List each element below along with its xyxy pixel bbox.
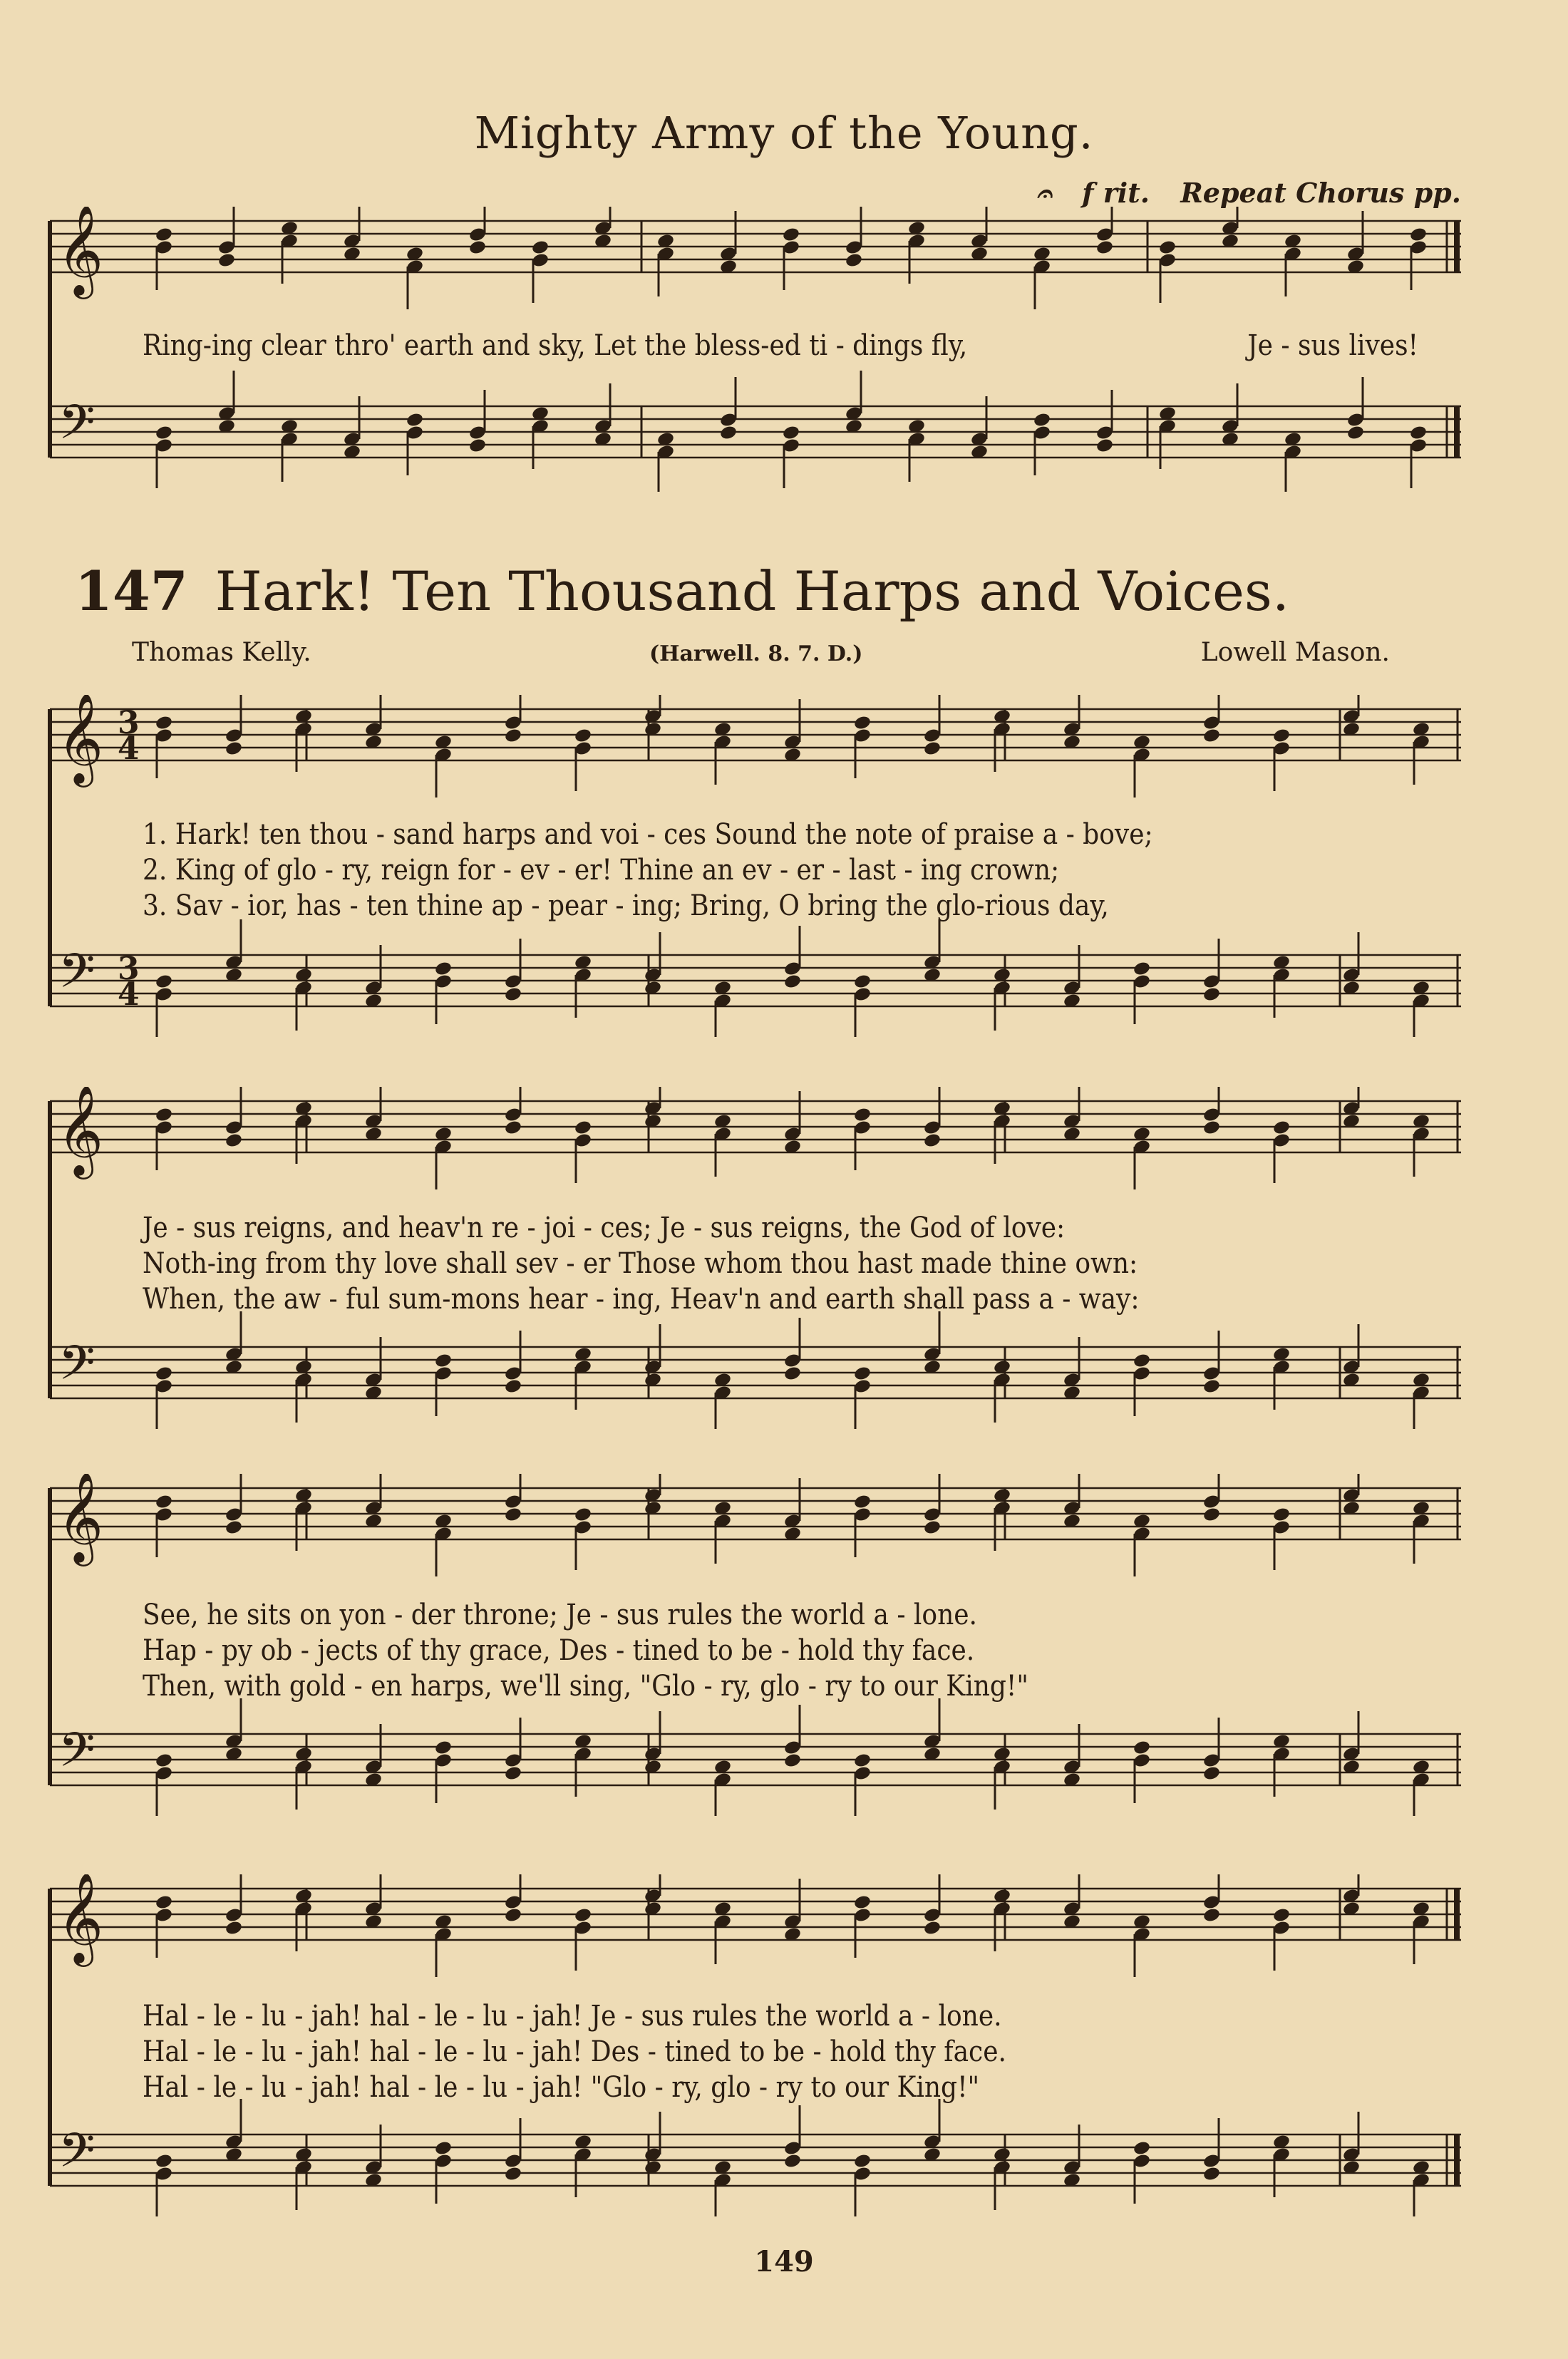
hymn-credits xyxy=(132,638,1390,667)
svg-text:𝄞: 𝄞 xyxy=(57,207,104,295)
svg-text:𝄢: 𝄢 xyxy=(58,944,96,1010)
previous-hymn-title: Mighty Army of the Young. xyxy=(474,107,1094,159)
prev-lyric-line xyxy=(143,329,1418,362)
dynamics-marks xyxy=(1015,177,1461,210)
hymn-number: 147 xyxy=(75,559,188,623)
svg-text:𝄞: 𝄞 xyxy=(57,1474,104,1562)
svg-text:3: 3 xyxy=(118,951,140,987)
fermata-icon: 𝄐 xyxy=(1036,177,1051,209)
verse-line: 3. Sav - ior, has - ten thine ap - pear - ing; Bring, O bring the glo-rious day, xyxy=(143,889,1109,922)
lyric-segment: Ring-ing clear thro' earth and sky, Let the bless-ed ti - dings fly, xyxy=(143,329,968,362)
repeat-chorus-mark: Repeat Chorus pp. xyxy=(1180,177,1461,209)
hymn-header xyxy=(75,559,1289,623)
dynamic-mark: f rit. xyxy=(1082,177,1150,209)
svg-text:3: 3 xyxy=(118,705,140,741)
verse-line: See, he sits on yon - der throne; Je - sus rules the world a - lone. xyxy=(143,1599,977,1631)
hymn-title: Hark! Ten Thousand Harps and Voices. xyxy=(215,559,1290,623)
svg-text:4: 4 xyxy=(118,731,140,767)
svg-text:𝄢: 𝄢 xyxy=(58,1723,96,1789)
svg-text:𝄢: 𝄢 xyxy=(58,395,96,461)
svg-text:𝄢: 𝄢 xyxy=(58,1336,96,1402)
svg-text:𝄞: 𝄞 xyxy=(57,1087,104,1175)
verse-line: Hal - le - lu - jah! hal - le - lu - jah! Je - sus rules the world a - lone. xyxy=(143,2000,1002,2033)
verse-line: 2. King of glo - ry, reign for - ev - er! Thine an ev - er - last - ing crown; xyxy=(143,854,1060,887)
verse-line: Noth-ing from thy love shall sev - er Those whom thou hast made thine own: xyxy=(143,1247,1138,1280)
verse-line: Je - sus reigns, and heav'n re - joi - ces; Je - sus reigns, the God of love: xyxy=(143,1212,1066,1244)
verse-line: Then, with gold - en harps, we'll sing, "Glo - ry, glo - ry to our King!" xyxy=(143,1670,1028,1703)
tune-name: (Harwell. 8. 7. D.) xyxy=(649,641,863,666)
svg-text:𝄞: 𝄞 xyxy=(57,695,104,783)
composer: Lowell Mason. xyxy=(1200,638,1390,667)
lyric-segment: Je - sus lives! xyxy=(1247,329,1418,362)
verse-line: 1. Hark! ten thou - sand harps and voi - ces Sound the note of praise a - bove; xyxy=(143,818,1153,851)
verse-line: Hal - le - lu - jah! hal - le - lu - jah! Des - tined to be - hold thy face. xyxy=(143,2035,1006,2068)
verse-line: Hal - le - lu - jah! hal - le - lu - jah! "Glo - ry, glo - ry to our King!" xyxy=(143,2071,980,2104)
author: Thomas Kelly. xyxy=(132,638,311,667)
page-number: 149 xyxy=(754,2245,814,2278)
svg-text:𝄢: 𝄢 xyxy=(58,2123,96,2189)
verse-line: Hap - py ob - jects of thy grace, Des - tined to be - hold thy face. xyxy=(143,1634,975,1667)
svg-text:4: 4 xyxy=(118,976,140,1013)
verse-line: When, the aw - ful sum-mons hear - ing, Heav'n and earth shall pass a - way: xyxy=(143,1283,1140,1316)
svg-text:𝄞: 𝄞 xyxy=(57,1874,104,1963)
